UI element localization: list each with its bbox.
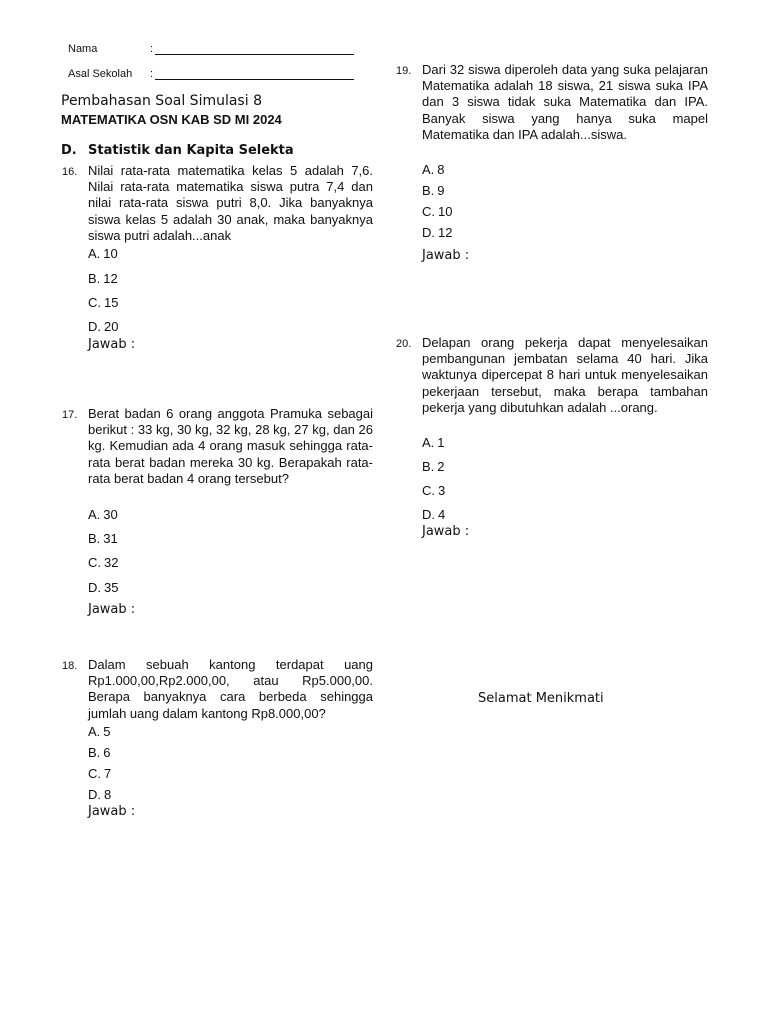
option-letter: D.: [422, 507, 435, 522]
option-letter: A.: [88, 724, 101, 739]
page-subtitle: MATEMATIKA OSN KAB SD MI 2024: [61, 112, 282, 127]
option-letter: B.: [422, 183, 435, 198]
option-letter: C.: [88, 295, 101, 310]
option-letter: D.: [422, 225, 435, 240]
option-letter: A.: [88, 507, 101, 522]
question-text: Nilai rata-rata matematika kelas 5 adalah 7,6. Nilai rata-rata matematika siswa putra 7,4 dan nilai rata-rata siswa putri 8,0. Jika banyaknya siswa kelas 5 adalah 30 anak, maka banyaknya siswa putri adalah...anak: [88, 163, 373, 243]
answer-label: Jawab :: [88, 337, 136, 352]
option-letter: B.: [422, 459, 435, 474]
option-value: 6: [103, 745, 111, 760]
option-value: 10: [103, 246, 118, 261]
option-d[interactable]: [88, 580, 118, 595]
option-letter: C.: [422, 483, 435, 498]
option-d[interactable]: [88, 319, 118, 334]
nama-label: Nama: [68, 43, 98, 55]
option-d[interactable]: [422, 507, 445, 522]
option-value: 35: [104, 580, 119, 595]
option-c[interactable]: [88, 555, 118, 570]
option-c[interactable]: [422, 204, 452, 219]
option-b[interactable]: [422, 183, 445, 198]
option-b[interactable]: [88, 531, 118, 546]
option-d[interactable]: [422, 225, 452, 240]
option-a[interactable]: [88, 724, 111, 739]
option-a[interactable]: [422, 435, 445, 450]
option-letter: B.: [88, 531, 101, 546]
option-b[interactable]: [88, 271, 118, 286]
option-letter: C.: [422, 204, 435, 219]
question-number: 19.: [396, 65, 412, 77]
option-value: 12: [438, 225, 453, 240]
question-text: Berat badan 6 orang anggota Pramuka sebagai berikut : 33 kg, 30 kg, 32 kg, 28 kg, 27 kg, dan 26 kg. Kemudian ada 4 orang masuk sehingga rata-rata berat badan mereka 30 kg. Berapakah rata-rata berat badan 4 orang tersebut?: [88, 406, 373, 486]
option-c[interactable]: [88, 295, 118, 310]
option-letter: D.: [88, 580, 101, 595]
option-value: 4: [438, 507, 446, 522]
option-letter: C.: [88, 555, 101, 570]
option-letter: A.: [422, 162, 435, 177]
option-a[interactable]: [88, 246, 118, 261]
section-title: Statistik dan Kapita Selekta: [88, 143, 294, 158]
option-c[interactable]: [422, 483, 445, 498]
section-letter: D.: [61, 143, 77, 158]
option-value: 10: [438, 204, 453, 219]
option-value: 3: [438, 483, 446, 498]
question-number: 16.: [62, 166, 78, 178]
option-letter: B.: [88, 745, 101, 760]
question-number: 20.: [396, 338, 412, 350]
question-text: Dalam sebuah kantong terdapat uang Rp1.000,00,Rp2.000,00, atau Rp5.000,00. Berapa banyaknya cara berbeda sehingga jumlah uang dalam kantong Rp8.000,00?: [88, 657, 373, 721]
option-value: 9: [437, 183, 445, 198]
option-value: 12: [103, 271, 118, 286]
option-letter: C.: [88, 766, 101, 781]
question-number: 18.: [62, 660, 78, 672]
option-value: 2: [437, 459, 445, 474]
option-letter: A.: [88, 246, 101, 261]
option-letter: D.: [88, 319, 101, 334]
option-letter: B.: [88, 271, 101, 286]
option-a[interactable]: [422, 162, 445, 177]
question-text: Delapan orang pekerja dapat menyelesaikan pembangunan jembatan selama 40 hari. Jika waktunya dipercepat 8 hari untuk menyelesaikan pekerjaan tersebut, maka berapa tambahan pekerja yang dibutuhkan adalah ...orang.: [422, 335, 708, 415]
option-value: 31: [103, 531, 118, 546]
option-value: 20: [104, 319, 119, 334]
sekolah-colon: :: [150, 68, 154, 80]
answer-label: Jawab :: [88, 602, 136, 617]
nama-field[interactable]: [155, 54, 354, 55]
closing-text: Selamat Menikmati: [478, 691, 604, 706]
sekolah-field[interactable]: [155, 79, 354, 80]
page-title: Pembahasan Soal Simulasi 8: [61, 93, 262, 109]
option-b[interactable]: [88, 745, 111, 760]
answer-label: Jawab :: [422, 524, 470, 539]
option-value: 5: [103, 724, 111, 739]
question-number: 17.: [62, 409, 78, 421]
answer-label: Jawab :: [422, 248, 470, 263]
option-value: 15: [104, 295, 119, 310]
answer-label: Jawab :: [88, 804, 136, 819]
option-value: 1: [437, 435, 445, 450]
option-value: 32: [104, 555, 119, 570]
option-value: 7: [104, 766, 112, 781]
option-value: 8: [437, 162, 445, 177]
option-letter: D.: [88, 787, 101, 802]
nama-colon: :: [150, 43, 154, 55]
question-text: Dari 32 siswa diperoleh data yang suka pelajaran Matematika adalah 18 siswa, 21 siswa suka IPA dan 3 siswa tidak suka Matematika dan IPA. Banyak siswa yang hanya suka mapel Matematika dan IPA adalah...siswa.: [422, 62, 708, 142]
option-letter: A.: [422, 435, 435, 450]
option-a[interactable]: [88, 507, 118, 522]
option-b[interactable]: [422, 459, 445, 474]
option-c[interactable]: [88, 766, 111, 781]
option-d[interactable]: [88, 787, 111, 802]
sekolah-label: Asal Sekolah: [68, 68, 133, 80]
option-value: 8: [104, 787, 112, 802]
option-value: 30: [103, 507, 118, 522]
